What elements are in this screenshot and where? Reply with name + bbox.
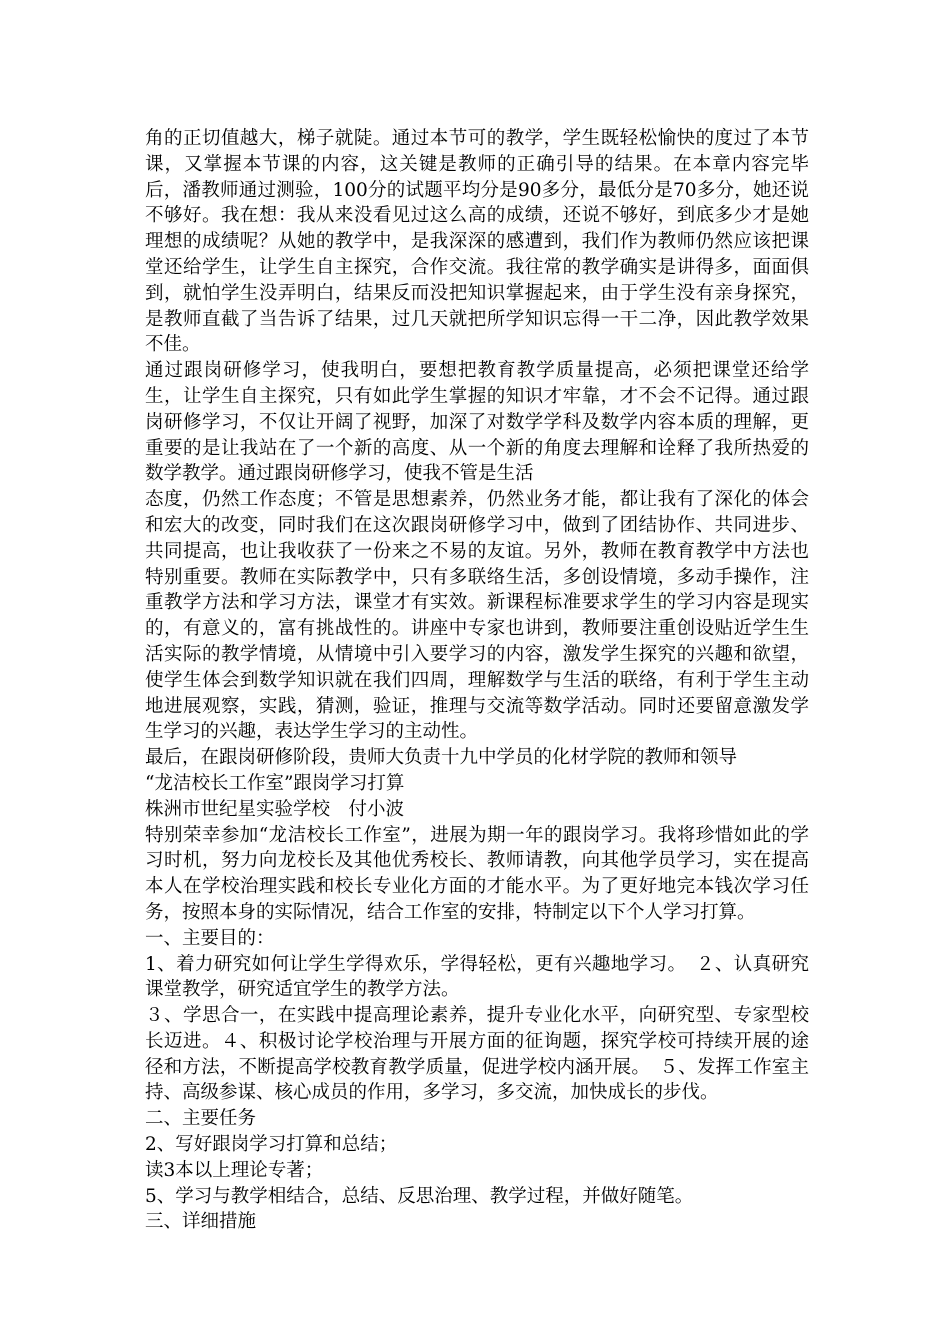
- section-heading-goals: 一、主要目的：: [145, 927, 275, 949]
- paragraph-study-benefits: 通过跟岗研修学习，使我明白，要想把教育教学质量提高，必须把课堂还给学生，让学生自主探究，只有如此学生掌握的知识才牢靠，才不会不记得。通过跟岗研修学习，不仅让开阔了视野，加深了对数学学科及数学内容本质的理解，更重要的是让我站在了一个新的高度、从一个新的角度去理解和诠释了我所热爱的数学教学。通过跟岗研修学习，使我不管是生活: [145, 360, 809, 485]
- goals-items-1-2: 1、着力研究如何让学生学得欢乐，学得轻松，更有兴趣地学习。 ２、认真研究课堂教学，研究适宜学生的教学方法。: [145, 953, 809, 1001]
- task-item-reading: 读3本以上理论专著；: [145, 1159, 324, 1181]
- goals-items-3-5: ３、学思合一，在实践中提高理论素养，提升专业化水平，向研究型、专家型校长迈进。４、积极讨论学校治理与开展方面的征询题，探究学校可持续开展的途径和方法，不断提高学校教育教学质量，促进学校内涵开展。 ５、发挥工作室主持、高级参谋、核心成员的作用，多学习，多交流，加快成长的步伐。: [145, 1005, 809, 1104]
- task-item-reflection: 5、学习与教学相结合，总结、反思治理、教学过程，并做好随笔。: [145, 1185, 694, 1207]
- paragraph-plan-intro: 特别荣幸参加“龙洁校长工作室”，进展为期一年的跟岗学习。我将珍惜如此的学习时机，努力向龙校长及其他优秀校长、教师请教，向其他学员学习，实在提高本人在学校治理实践和校长专业化方面的才能水平。为了更好地完本钱次学习任务，按照本身的实际情况，结合工作室的安排，特制定以下个人学习打算。: [145, 824, 809, 923]
- paragraph-attitude-change: 态度，仍然工作态度；不管是思想素养，仍然业务才能，都让我有了深化的体会和宏大的改变，同时我们在这次跟岗研修学习中，做到了团结协作、共同进步、共同提高，也让我收获了一份来之不易的友谊。另外，教师在教育教学中方法也特别重要。教师在实际教学中，只有多联络生活，多创设情境，多动手操作，注重教学方法和学习方法，课堂才有实效。新课程标准要求学生的学习内容是现实的，有意义的，富有挑战性的。讲座中专家也讲到，教师要注重创设贴近学生生活实际的教学情境，从情境中引入要学习的内容，激发学生探究的兴趣和欲望，使学生体会到数学知识就在我们四周，理解数学与生活的联络，有利于学生主动地进展观察，实践，猜测，验证，推理与交流等数学活动。同时还要留意激发学生学习的兴趣，表达学生学习的主动性。: [145, 489, 809, 743]
- paragraph-teaching-reflection: 角的正切值越大，梯子就陡。通过本节可的教学，学生既轻松愉快的度过了本节课，又掌握本节课的内容，这关键是教师的正确引导的结果。在本章内容完毕后，潘教师通过测验，100分的试题平均分是90多分，最低分是70多分，她还说不够好。我在想：我从来没看见过这么高的成绩，还说不够好，到底多少才是她理想的成绩呢？从她的教学中，是我深深的感遭到，我们作为教师仍然应该把课堂还给学生，让学生自主探究，合作交流。我往常的教学确实是讲得多，面面俱到，就怕学生没弄明白，结果反而没把知识掌握起来，由于学生没有亲身探究，是教师直截了当告诉了结果，过几天就把所学知识忘得一干二净，因此教学效果不佳。: [145, 128, 809, 356]
- plan-title: “龙洁校长工作室”跟岗学习打算: [145, 772, 405, 794]
- section-heading-tasks: 二、主要任务: [145, 1108, 257, 1130]
- task-item-plan-summary: 2、写好跟岗学习打算和总结；: [145, 1134, 398, 1156]
- author-line: 株洲市世纪星实验学校 付小波: [145, 798, 405, 820]
- paragraph-closing: 最后，在跟岗研修阶段，贵师大负责十九中学员的化材学院的教师和领导: [145, 747, 738, 769]
- section-heading-measures: 三、详细措施: [145, 1211, 257, 1233]
- document-page: [145, 126, 809, 1235]
